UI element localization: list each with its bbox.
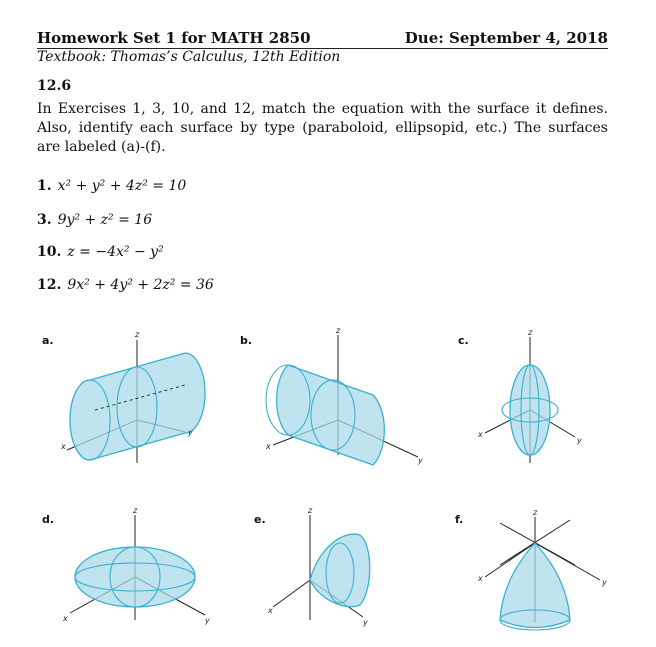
y-label: y bbox=[188, 428, 193, 437]
y-label: y bbox=[418, 456, 423, 465]
figure-b-cylinder bbox=[258, 325, 428, 475]
z-label: z bbox=[533, 508, 538, 517]
figure-a-cylinder bbox=[55, 325, 215, 475]
paraboloid-surface bbox=[310, 534, 370, 607]
exercise-number: 3. bbox=[37, 212, 52, 228]
z-label: z bbox=[308, 506, 313, 515]
figure-label-d: d. bbox=[42, 513, 55, 526]
figure-label-f: f. bbox=[455, 513, 464, 526]
textbook-line: Textbook: Thomas’s Calculus, 12th Edition bbox=[37, 49, 341, 65]
cylinder-surface bbox=[70, 353, 205, 460]
exercise-equation: 9x² + 4y² + 2z² = 36 bbox=[67, 277, 214, 293]
figure-label-e: e. bbox=[254, 513, 266, 526]
x-label: x bbox=[61, 442, 66, 451]
x-label: x bbox=[266, 442, 271, 451]
z-label: z bbox=[135, 330, 140, 339]
figure-label-a: a. bbox=[42, 334, 54, 347]
exercise-number: 12. bbox=[37, 277, 62, 293]
paraboloid-surface bbox=[500, 543, 570, 628]
exercise-number: 1. bbox=[37, 178, 52, 194]
figure-label-c: c. bbox=[458, 334, 469, 347]
z-label: z bbox=[336, 326, 341, 335]
ellipsoid-surface bbox=[75, 547, 195, 607]
y-label: y bbox=[363, 618, 368, 627]
ellipsoid-surface bbox=[510, 365, 550, 455]
exercise-equation: 9y² + z² = 16 bbox=[57, 212, 153, 228]
exercise-item bbox=[37, 244, 164, 260]
page-header bbox=[37, 29, 608, 49]
due-date: Due: September 4, 2018 bbox=[404, 29, 608, 47]
x-label: x bbox=[63, 614, 68, 623]
section-number: 12.6 bbox=[37, 78, 72, 94]
z-label: z bbox=[133, 506, 138, 515]
exercise-item bbox=[37, 212, 152, 228]
figure-label-b: b. bbox=[240, 334, 253, 347]
x-label: x bbox=[268, 606, 273, 615]
figure-e-paraboloid bbox=[265, 505, 405, 635]
exercise-equation: z = −4x² − y² bbox=[67, 244, 164, 260]
instructions-paragraph: In Exercises 1, 3, 10, and 12, match the equation with the surface it defines. Also, identify each surface by type (paraboloid, ellipsopid, etc.) The surfaces are labeled (a)-(f). bbox=[37, 101, 608, 155]
exercise-number: 10. bbox=[37, 244, 62, 260]
exercise-item bbox=[37, 277, 214, 293]
figure-f-paraboloid bbox=[470, 505, 620, 640]
z-label: z bbox=[528, 328, 533, 337]
x-label: x bbox=[478, 430, 483, 439]
figure-d-ellipsoid bbox=[55, 505, 225, 635]
exercise-equation: x² + y² + 4z² = 10 bbox=[57, 178, 187, 194]
y-label: y bbox=[205, 616, 210, 625]
x-label: x bbox=[478, 574, 483, 583]
y-label: y bbox=[577, 436, 582, 445]
homework-title: Homework Set 1 for MATH 2850 bbox=[37, 29, 311, 47]
y-label: y bbox=[602, 578, 607, 587]
figure-c-ellipsoid bbox=[470, 325, 600, 475]
exercise-item bbox=[37, 178, 186, 194]
x-axis bbox=[273, 580, 310, 607]
